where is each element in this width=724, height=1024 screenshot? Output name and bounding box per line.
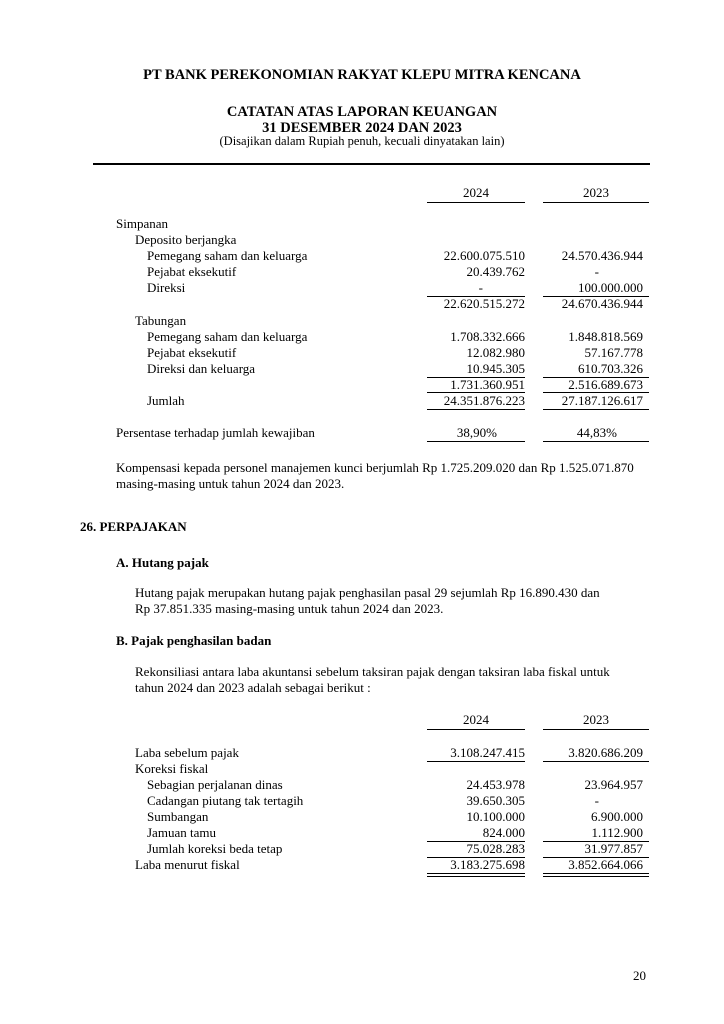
deposito-label: Deposito berjangka bbox=[135, 232, 237, 247]
table-cell: 610.703.326 bbox=[578, 361, 643, 376]
table-row-label: Sebagian perjalanan dinas bbox=[147, 777, 283, 792]
laba-fiskal-label: Laba menurut fiskal bbox=[135, 857, 240, 872]
table-cell: 10.100.000 bbox=[466, 809, 525, 824]
table2-col-2023: 2023 bbox=[583, 712, 609, 727]
hutang-pajak-line: Hutang pajak merupakan hutang pajak penghasilan pasal 29 sejumlah Rp 16.890.430 dan bbox=[135, 585, 600, 600]
rekonsiliasi-line: tahun 2024 dan 2023 adalah sebagai berikut : bbox=[135, 680, 371, 695]
jumlah-label: Jumlah bbox=[147, 393, 185, 408]
table-row-label: Pejabat eksekutif bbox=[147, 264, 237, 279]
laba-sebelum-label: Laba sebelum pajak bbox=[135, 745, 239, 760]
table-cell: 1.848.818.569 bbox=[568, 329, 643, 344]
table-cell: 39.650.305 bbox=[466, 793, 525, 808]
total-rule bbox=[543, 876, 649, 877]
table-row-label: Direksi bbox=[147, 280, 186, 295]
kompensasi-line: Kompensasi kepada personel manajemen kunci berjumlah Rp 1.725.209.020 dan Rp 1.525.071.870 bbox=[116, 460, 634, 475]
table-cell: 12.082.980 bbox=[466, 345, 525, 360]
jumlah-koreksi-value: 75.028.283 bbox=[466, 841, 525, 856]
table-row-label: Pemegang saham dan keluarga bbox=[147, 248, 308, 263]
page-number: 20 bbox=[633, 968, 646, 983]
table1-col-2023: 2023 bbox=[583, 185, 609, 200]
total-rule bbox=[543, 409, 649, 410]
koreksi-label: Koreksi fiskal bbox=[135, 761, 209, 776]
subtotal-rule bbox=[427, 761, 525, 762]
total-rule bbox=[543, 873, 649, 874]
table-row-label: Jamuan tamu bbox=[147, 825, 216, 840]
table-cell: 23.964.957 bbox=[584, 777, 643, 792]
table-row-label: Direksi dan keluarga bbox=[147, 361, 256, 376]
rekonsiliasi-line: Rekonsiliasi antara laba akuntansi sebelum taksiran pajak dengan taksiran laba fiskal untuk bbox=[135, 664, 610, 679]
company-name: PT BANK PEREKONOMIAN RAKYAT KLEPU MITRA KENCANA bbox=[143, 67, 581, 83]
table-row-label: Pejabat eksekutif bbox=[147, 345, 237, 360]
jumlah-value: 24.351.876.223 bbox=[443, 393, 525, 408]
table1-col-rule bbox=[427, 202, 525, 203]
subsection-a-heading: A. Hutang pajak bbox=[116, 555, 209, 570]
jumlah-value: 27.187.126.617 bbox=[561, 393, 643, 408]
header-rule bbox=[93, 163, 650, 165]
kompensasi-line: masing-masing untuk tahun 2024 dan 2023. bbox=[116, 476, 345, 491]
total-rule bbox=[427, 873, 525, 874]
subtotal-rule bbox=[543, 761, 649, 762]
deposito-total: 22.620.515.272 bbox=[443, 296, 525, 311]
table-cell: 24.570.436.944 bbox=[561, 248, 643, 263]
table-cell: 1.112.900 bbox=[591, 825, 643, 840]
table-cell: 20.439.762 bbox=[466, 264, 525, 279]
table-cell: - bbox=[478, 280, 483, 295]
laba-fiskal-value: 3.852.664.066 bbox=[568, 857, 643, 872]
table1-col-2024: 2024 bbox=[463, 185, 489, 200]
total-rule bbox=[543, 441, 649, 442]
table-cell: - bbox=[594, 264, 599, 279]
table-row-label: Pemegang saham dan keluarga bbox=[147, 329, 308, 344]
table-cell: 24.453.978 bbox=[466, 777, 525, 792]
laba-sebelum-value: 3.108.247.415 bbox=[450, 745, 525, 760]
table-cell: 22.600.075.510 bbox=[443, 248, 525, 263]
table-cell: - bbox=[594, 793, 599, 808]
persentase-value: 38,90% bbox=[456, 425, 497, 440]
report-note: (Disajikan dalam Rupiah penuh, kecuali dinyatakan lain) bbox=[219, 134, 505, 148]
table-row-label: Cadangan piutang tak tertagih bbox=[147, 793, 304, 808]
jumlah-koreksi-value: 31.977.857 bbox=[584, 841, 643, 856]
total-rule bbox=[427, 441, 525, 442]
report-date: 31 DESEMBER 2024 DAN 2023 bbox=[262, 120, 462, 136]
report-title: CATATAN ATAS LAPORAN KEUANGAN bbox=[226, 104, 498, 120]
table-row-label: Sumbangan bbox=[147, 809, 209, 824]
table2-col-2024: 2024 bbox=[463, 712, 489, 727]
total-rule bbox=[427, 409, 525, 410]
simpanan-label: Simpanan bbox=[116, 216, 168, 231]
laba-fiskal-value: 3.183.275.698 bbox=[450, 857, 525, 872]
table-cell: 100.000.000 bbox=[578, 280, 643, 295]
total-rule bbox=[427, 876, 525, 877]
table-cell: 10.945.305 bbox=[466, 361, 525, 376]
tabungan-total: 1.731.360.951 bbox=[450, 377, 525, 392]
hutang-pajak-line: Rp 37.851.335 masing-masing untuk tahun 2024 dan 2023. bbox=[135, 601, 444, 616]
table-cell: 6.900.000 bbox=[591, 809, 643, 824]
table2-col-rule bbox=[427, 729, 525, 730]
laba-sebelum-value: 3.820.686.209 bbox=[568, 745, 643, 760]
tabungan-total: 2.516.689.673 bbox=[568, 377, 643, 392]
subsection-b-heading: B. Pajak penghasilan badan bbox=[116, 633, 272, 648]
jumlah-koreksi-label: Jumlah koreksi beda tetap bbox=[147, 841, 283, 856]
table-cell: 1.708.332.666 bbox=[450, 329, 525, 344]
deposito-total: 24.670.436.944 bbox=[561, 296, 643, 311]
persentase-label: Persentase terhadap jumlah kewajiban bbox=[116, 425, 315, 440]
section-heading: 26. PERPAJAKAN bbox=[80, 519, 187, 534]
tabungan-label: Tabungan bbox=[135, 313, 187, 328]
table1-col-rule bbox=[543, 202, 649, 203]
table-cell: 824.000 bbox=[482, 825, 525, 840]
persentase-value: 44,83% bbox=[576, 425, 617, 440]
table2-col-rule bbox=[543, 729, 649, 730]
table-cell: 57.167.778 bbox=[584, 345, 643, 360]
